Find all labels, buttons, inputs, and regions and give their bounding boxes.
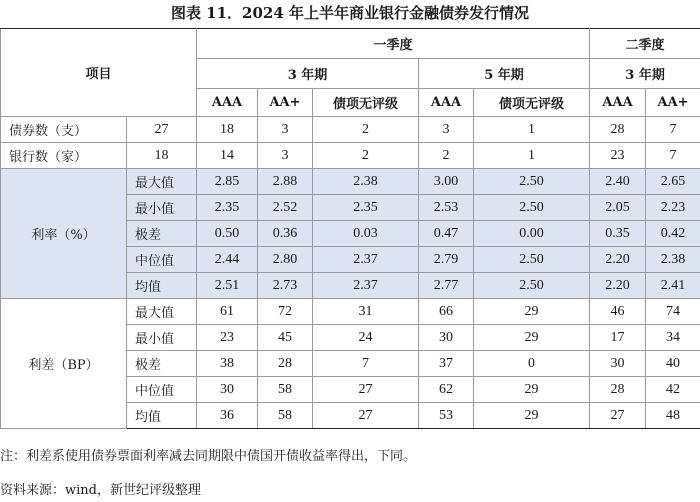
table-cell: 28 xyxy=(590,377,646,403)
table-cell: 34 xyxy=(646,325,700,351)
table-cell: 2.88 xyxy=(258,169,313,195)
table-cell: 2.50 xyxy=(474,169,590,195)
table-cell: 74 xyxy=(646,299,700,325)
table-cell: 3 xyxy=(258,117,313,143)
table-cell: 2.50 xyxy=(474,195,590,221)
table-cell: 7 xyxy=(313,351,419,377)
term-header-q2-3y: 3 年期 xyxy=(590,59,700,89)
table-cell: 1 xyxy=(474,143,590,169)
rate-group-label: 利率（%） xyxy=(1,169,127,299)
table-cell: 45 xyxy=(258,325,313,351)
table-cell: 38 xyxy=(197,351,258,377)
table-cell: 17 xyxy=(590,325,646,351)
table-cell: 2.65 xyxy=(646,169,700,195)
quarter-header-q2: 二季度 xyxy=(590,29,700,59)
rating-header: AA+ xyxy=(258,89,313,117)
stat-label: 均值 xyxy=(127,273,197,299)
table-cell: 0.47 xyxy=(419,221,474,247)
table-cell: 2.77 xyxy=(419,273,474,299)
table-cell: 53 xyxy=(419,403,474,429)
table-cell: 2.52 xyxy=(258,195,313,221)
total-cell: 18 xyxy=(127,143,197,169)
table-cell: 28 xyxy=(590,117,646,143)
spread-row-max xyxy=(1,299,700,325)
rate-row-max xyxy=(1,169,700,195)
bond-issuance-table xyxy=(0,28,700,429)
stat-label: 极差 xyxy=(127,351,197,377)
table-cell: 29 xyxy=(474,403,590,429)
table-cell: 3 xyxy=(258,143,313,169)
table-cell: 0.36 xyxy=(258,221,313,247)
item-header: 项目 xyxy=(1,29,197,117)
table-cell: 7 xyxy=(646,117,700,143)
table-cell: 29 xyxy=(474,377,590,403)
figure-title: 图表 11．2024 年上半年商业银行金融债券发行情况 xyxy=(170,4,530,22)
table-cell: 0.35 xyxy=(590,221,646,247)
rating-header: AAA xyxy=(590,89,646,117)
footnote: 注：利差系使用债券票面利率减去同期限中债国开债收益率得出，下同。 xyxy=(0,449,417,464)
table-cell: 28 xyxy=(258,351,313,377)
table-cell: 2.35 xyxy=(197,195,258,221)
rating-header: 债项无评级 xyxy=(313,89,419,117)
table-cell: 2.50 xyxy=(474,273,590,299)
header-row-quarters xyxy=(1,29,700,59)
table-cell: 30 xyxy=(419,325,474,351)
table-cell: 61 xyxy=(197,299,258,325)
table-cell: 2.53 xyxy=(419,195,474,221)
table-cell: 29 xyxy=(474,299,590,325)
table-cell: 2.37 xyxy=(313,273,419,299)
table-cell: 42 xyxy=(646,377,700,403)
table-cell: 23 xyxy=(197,325,258,351)
table-cell: 0.50 xyxy=(197,221,258,247)
table-cell: 24 xyxy=(313,325,419,351)
rating-header: AA+ xyxy=(646,89,700,117)
table-cell: 0 xyxy=(474,351,590,377)
table-cell: 2.37 xyxy=(313,247,419,273)
table-cell: 58 xyxy=(258,403,313,429)
table-cell: 0.03 xyxy=(313,221,419,247)
table-cell: 31 xyxy=(313,299,419,325)
table-cell: 2.85 xyxy=(197,169,258,195)
table-cell: 27 xyxy=(313,377,419,403)
stat-label: 中位值 xyxy=(127,377,197,403)
bank-count-row xyxy=(1,143,700,169)
stat-label: 均值 xyxy=(127,403,197,429)
table-cell: 27 xyxy=(590,403,646,429)
table-cell: 48 xyxy=(646,403,700,429)
stat-label: 最小值 xyxy=(127,195,197,221)
table-cell: 2.44 xyxy=(197,247,258,273)
table-cell: 2.23 xyxy=(646,195,700,221)
stat-label: 最大值 xyxy=(127,169,197,195)
table-cell: 46 xyxy=(590,299,646,325)
table-cell: 2.80 xyxy=(258,247,313,273)
table-cell: 2.41 xyxy=(646,273,700,299)
table-cell: 2.40 xyxy=(590,169,646,195)
table-cell: 2.05 xyxy=(590,195,646,221)
table-cell: 62 xyxy=(419,377,474,403)
table-cell: 2 xyxy=(313,117,419,143)
rating-header: 债项无评级 xyxy=(474,89,590,117)
table-cell: 36 xyxy=(197,403,258,429)
table-cell: 2 xyxy=(419,143,474,169)
table-cell: 0.42 xyxy=(646,221,700,247)
table-cell: 30 xyxy=(590,351,646,377)
source-note: 资料来源：wind，新世纪评级整理 xyxy=(0,483,201,498)
stat-label: 极差 xyxy=(127,221,197,247)
rating-header: AAA xyxy=(197,89,258,117)
table-cell: 2.73 xyxy=(258,273,313,299)
table-cell: 2.79 xyxy=(419,247,474,273)
stat-label: 中位值 xyxy=(127,247,197,273)
total-cell: 27 xyxy=(127,117,197,143)
stat-label: 最大值 xyxy=(127,299,197,325)
table-cell: 66 xyxy=(419,299,474,325)
table-cell: 27 xyxy=(313,403,419,429)
table-cell: 2.20 xyxy=(590,273,646,299)
table-cell: 2.50 xyxy=(474,247,590,273)
table-cell: 3.00 xyxy=(419,169,474,195)
spread-group-label: 利差（BP） xyxy=(1,299,127,429)
stat-label: 最小值 xyxy=(127,325,197,351)
row-label: 银行数（家） xyxy=(1,143,127,169)
table-cell: 2 xyxy=(313,143,419,169)
term-header-q1-3y: 3 年期 xyxy=(197,59,419,89)
table-cell: 30 xyxy=(197,377,258,403)
table-cell: 18 xyxy=(197,117,258,143)
table-cell: 2.38 xyxy=(646,247,700,273)
table-cell: 40 xyxy=(646,351,700,377)
table-cell: 58 xyxy=(258,377,313,403)
table-cell: 7 xyxy=(646,143,700,169)
rating-header: AAA xyxy=(419,89,474,117)
table-cell: 37 xyxy=(419,351,474,377)
table-cell: 0.00 xyxy=(474,221,590,247)
term-header-q1-5y: 5 年期 xyxy=(419,59,590,89)
table-cell: 14 xyxy=(197,143,258,169)
table-cell: 2.51 xyxy=(197,273,258,299)
table-cell: 23 xyxy=(590,143,646,169)
bond-count-row xyxy=(1,117,700,143)
row-label: 债券数（支） xyxy=(1,117,127,143)
table-cell: 2.20 xyxy=(590,247,646,273)
quarter-header-q1: 一季度 xyxy=(197,29,590,59)
table-cell: 72 xyxy=(258,299,313,325)
table-cell: 2.35 xyxy=(313,195,419,221)
table-cell: 1 xyxy=(474,117,590,143)
table-cell: 3 xyxy=(419,117,474,143)
table-cell: 2.38 xyxy=(313,169,419,195)
table-cell: 29 xyxy=(474,325,590,351)
